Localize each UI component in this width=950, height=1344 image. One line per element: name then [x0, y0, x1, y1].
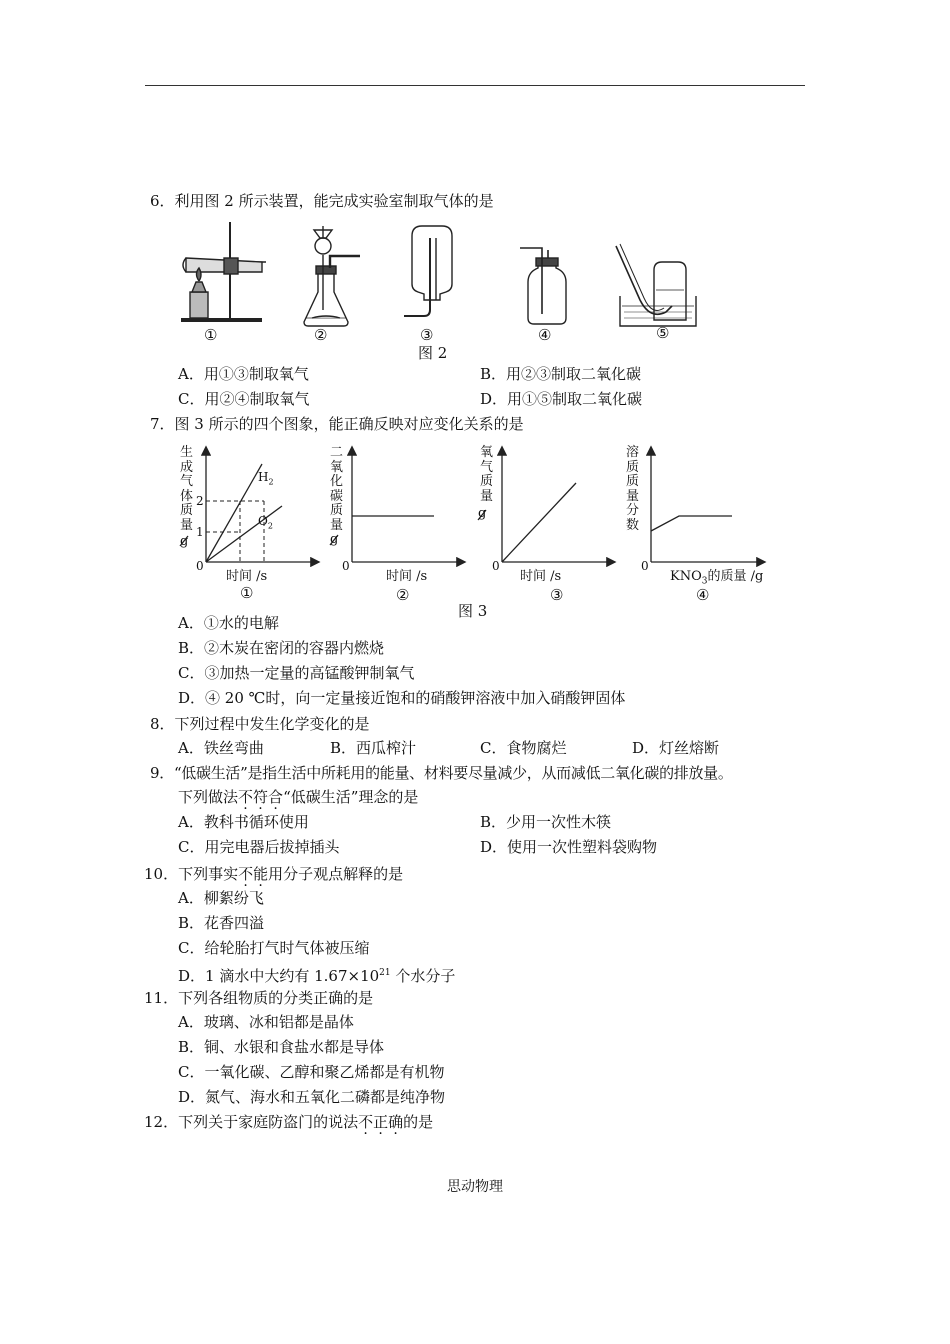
- chart-1-tick-2: 2: [196, 494, 204, 508]
- chart-2-xlabel: 时间 /s: [386, 569, 428, 584]
- chart-3-number: ③: [550, 586, 564, 604]
- chart-2-ylabel: 二 氧 化 碳 质 量: [330, 445, 344, 533]
- q9-option-c[interactable]: C．用完电器后拔掉插头: [178, 838, 340, 856]
- q8-stem: 8．下列过程中发生化学变化的是: [150, 715, 370, 733]
- q7-option-a[interactable]: A．①水的电解: [178, 614, 279, 632]
- q8-option-b[interactable]: B．西瓜榨汁: [330, 739, 417, 757]
- apparatus-4-upright-bottle: [520, 248, 566, 324]
- chart-1-ylabel: 生 成 气 体 质 量: [180, 445, 194, 533]
- q9-option-b[interactable]: B．少用一次性木筷: [480, 813, 612, 831]
- q11-option-d[interactable]: D．氮气、海水和五氧化二磷都是纯净物: [178, 1088, 446, 1106]
- chart-1-xlabel: 时间 /s: [226, 569, 268, 584]
- q7-option-c[interactable]: C．③加热一定量的高锰酸钾制氧气: [178, 664, 415, 682]
- q10-option-c[interactable]: C．给轮胎打气时气体被压缩: [178, 939, 370, 957]
- chart-1-origin: 0: [196, 559, 204, 573]
- chart-4-number: ④: [696, 586, 710, 604]
- q10-option-a[interactable]: A．柳絮纷飞: [178, 889, 264, 907]
- chart-3-line: [502, 483, 576, 562]
- chart-3-origin: 0: [492, 559, 500, 573]
- q8-option-a[interactable]: A．铁丝弯曲: [178, 739, 264, 757]
- q8-option-d[interactable]: D．灯丝熔断: [632, 739, 720, 757]
- q7-option-d[interactable]: D．④ 20 ℃时，向一定量接近饱和的硝酸钾溶液中加入硝酸钾固体: [178, 689, 626, 707]
- apparatus-label-5: ⑤: [656, 324, 670, 342]
- figure-3-caption: 图 3: [458, 602, 488, 620]
- chart-1-h2-label: $H_2$: [258, 470, 274, 487]
- q10-option-d[interactable]: D．1 滴水中大约有 $1.67\times 10^{21}$ 个水分子: [178, 967, 456, 985]
- q6-stem: 6．利用图 2 所示装置，能完成实验室制取气体的是: [150, 192, 494, 210]
- q10-stem: 10．下列事实不能用分子观点解释的是: [144, 865, 404, 883]
- chart-3-yunit: g: [478, 506, 487, 521]
- chart-1-yunit: g: [180, 534, 189, 549]
- apparatus-label-3: ③: [420, 326, 434, 344]
- page-footer: 思动物理: [447, 1179, 503, 1195]
- chart-1-number: ①: [240, 584, 254, 602]
- q10-option-b[interactable]: B．花香四溢: [178, 914, 265, 932]
- apparatus-1-heating-tube: [181, 222, 266, 320]
- chart-2-axes: [352, 448, 464, 562]
- chart-1-axes: [206, 448, 318, 562]
- chart-1-o2-label: $O_2$: [258, 514, 273, 531]
- chart-3-axes: [502, 448, 614, 562]
- chart-3-xlabel: 时间 /s: [520, 569, 562, 584]
- q11-option-b[interactable]: B．铜、水银和食盐水都是导体: [178, 1038, 385, 1056]
- q9-option-a[interactable]: A．教科书循环使用: [178, 813, 309, 831]
- chart-4-ylabel: 溶 质 质 量 分 数: [626, 445, 640, 533]
- chart-4-axes: [651, 448, 764, 562]
- q11-option-c[interactable]: C．一氧化碳、乙醇和聚乙烯都是有机物: [178, 1063, 445, 1081]
- q6-option-b[interactable]: B．用②③制取二氧化碳: [480, 365, 642, 383]
- q8-option-c[interactable]: C．食物腐烂: [480, 739, 567, 757]
- q12-stem: 12．下列关于家庭防盗门的说法不正确的是: [144, 1113, 434, 1131]
- q9-option-d[interactable]: D．使用一次性塑料袋购物: [480, 838, 658, 856]
- apparatus-label-4: ④: [538, 326, 552, 344]
- chart-4-origin: 0: [641, 559, 649, 573]
- chart-1-h2-line: [206, 464, 262, 562]
- q6-option-d[interactable]: D．用①⑤制取二氧化碳: [480, 390, 643, 408]
- apparatus-2-conical-flask: [304, 226, 360, 326]
- q6-option-c[interactable]: C．用②④制取氧气: [178, 390, 310, 408]
- q6-option-a[interactable]: A．用①③制取氧气: [178, 365, 309, 383]
- chart-3-ylabel: 氧 气 质 量: [480, 445, 494, 504]
- chart-2-origin: 0: [342, 559, 350, 573]
- q9-stem-line2: 下列做法不符合“低碳生活”理念的是: [178, 788, 419, 806]
- chart-1-tick-1: 1: [196, 525, 204, 539]
- q7-stem: 7．图 3 所示的四个图象，能正确反映对应变化关系的是: [150, 415, 524, 433]
- q11-option-a[interactable]: A．玻璃、冰和铝都是晶体: [178, 1013, 354, 1031]
- q7-option-b[interactable]: B．②木炭在密闭的容器内燃烧: [178, 639, 385, 657]
- q11-stem: 11．下列各组物质的分类正确的是: [144, 989, 374, 1007]
- chart-4-xlabel: $KNO_3$的质量 /g: [670, 569, 764, 587]
- chart-2-yunit: g: [330, 532, 339, 547]
- apparatus-3-inverted-bottle: [404, 226, 452, 316]
- chart-2-number: ②: [396, 586, 410, 604]
- q9-stem-line1: 9．“低碳生活”是指生活中所耗用的能量、材料要尽量减少，从而减低二氧化碳的排放量。: [150, 764, 733, 782]
- chart-4-line: [651, 516, 732, 531]
- chart-1-guides: [206, 501, 264, 562]
- figure-2-caption: 图 2: [418, 344, 448, 362]
- header-rule: [145, 85, 805, 86]
- apparatus-5-water-trough: [616, 244, 696, 326]
- apparatus-label-1: ①: [204, 326, 218, 344]
- apparatus-label-2: ②: [314, 326, 328, 344]
